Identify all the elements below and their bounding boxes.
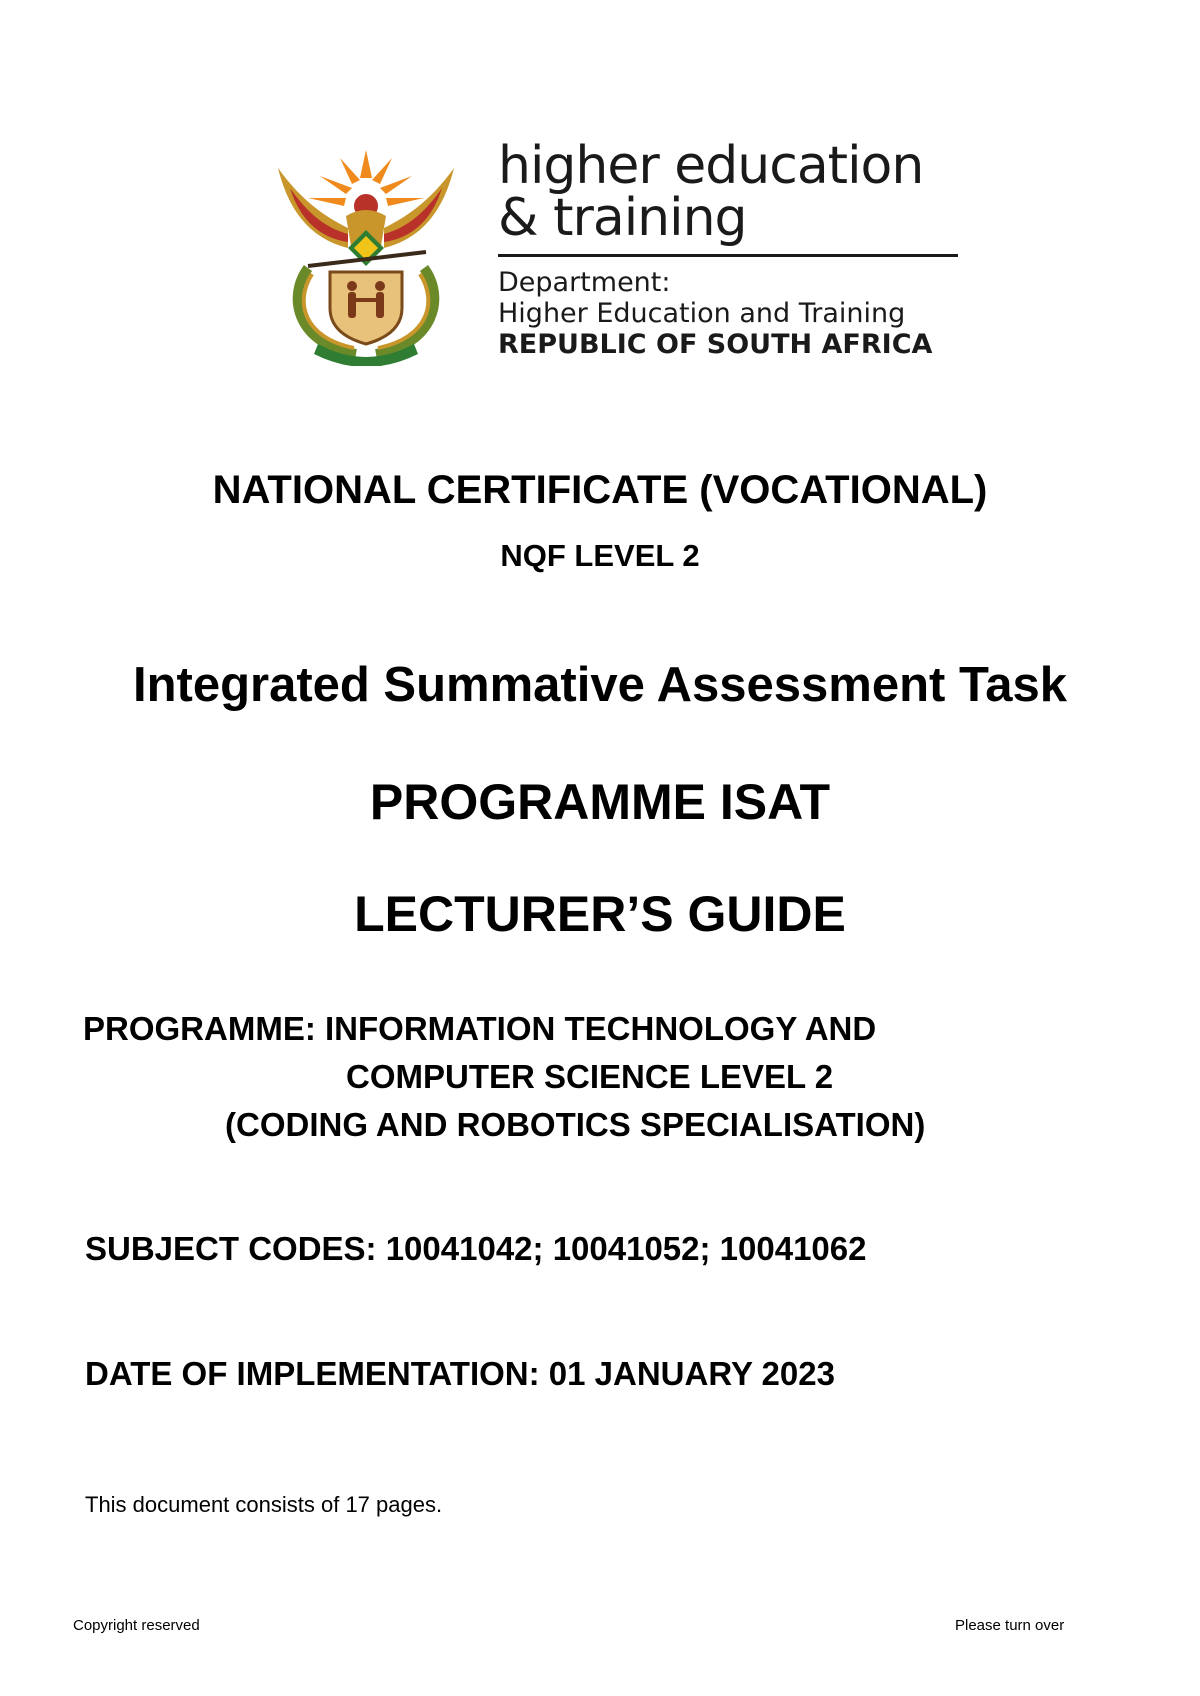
department-label: Department: — [498, 267, 671, 298]
department-logo — [268, 136, 968, 370]
lecturers-guide-heading: LECTURER’S GUIDE — [354, 886, 846, 942]
programme-line-3: (CODING AND ROBOTICS SPECIALISATION) — [225, 1106, 926, 1143]
brand-divider — [498, 254, 958, 257]
department-name: Higher Education and Training — [498, 298, 906, 329]
certificate-title: NATIONAL CERTIFICATE (VOCATIONAL) — [212, 468, 988, 512]
coat-of-arms-icon — [268, 148, 464, 366]
task-title: Integrated Summative Assessment Task — [132, 658, 1068, 712]
country-name: REPUBLIC OF SOUTH AFRICA — [498, 329, 933, 360]
footer-turn-over: Please turn over — [955, 1617, 1065, 1634]
programme-line-1: PROGRAMME: INFORMATION TECHNOLOGY AND — [83, 1010, 877, 1047]
footer-copyright: Copyright reserved — [73, 1617, 200, 1634]
brand-text — [498, 136, 968, 360]
subject-codes: SUBJECT CODES: 10041042; 10041052; 10041062 — [85, 1230, 867, 1267]
brand-line-1: higher education — [498, 136, 924, 196]
brand-line-2: & training — [498, 188, 747, 248]
programme-isat-heading: PROGRAMME ISAT — [369, 774, 831, 830]
implementation-date: DATE OF IMPLEMENTATION: 01 JANUARY 2023 — [85, 1355, 835, 1392]
programme-line-2: COMPUTER SCIENCE LEVEL 2 — [346, 1058, 834, 1095]
page-count-note: This document consists of 17 pages. — [85, 1492, 443, 1517]
nqf-level: NQF LEVEL 2 — [500, 538, 700, 573]
